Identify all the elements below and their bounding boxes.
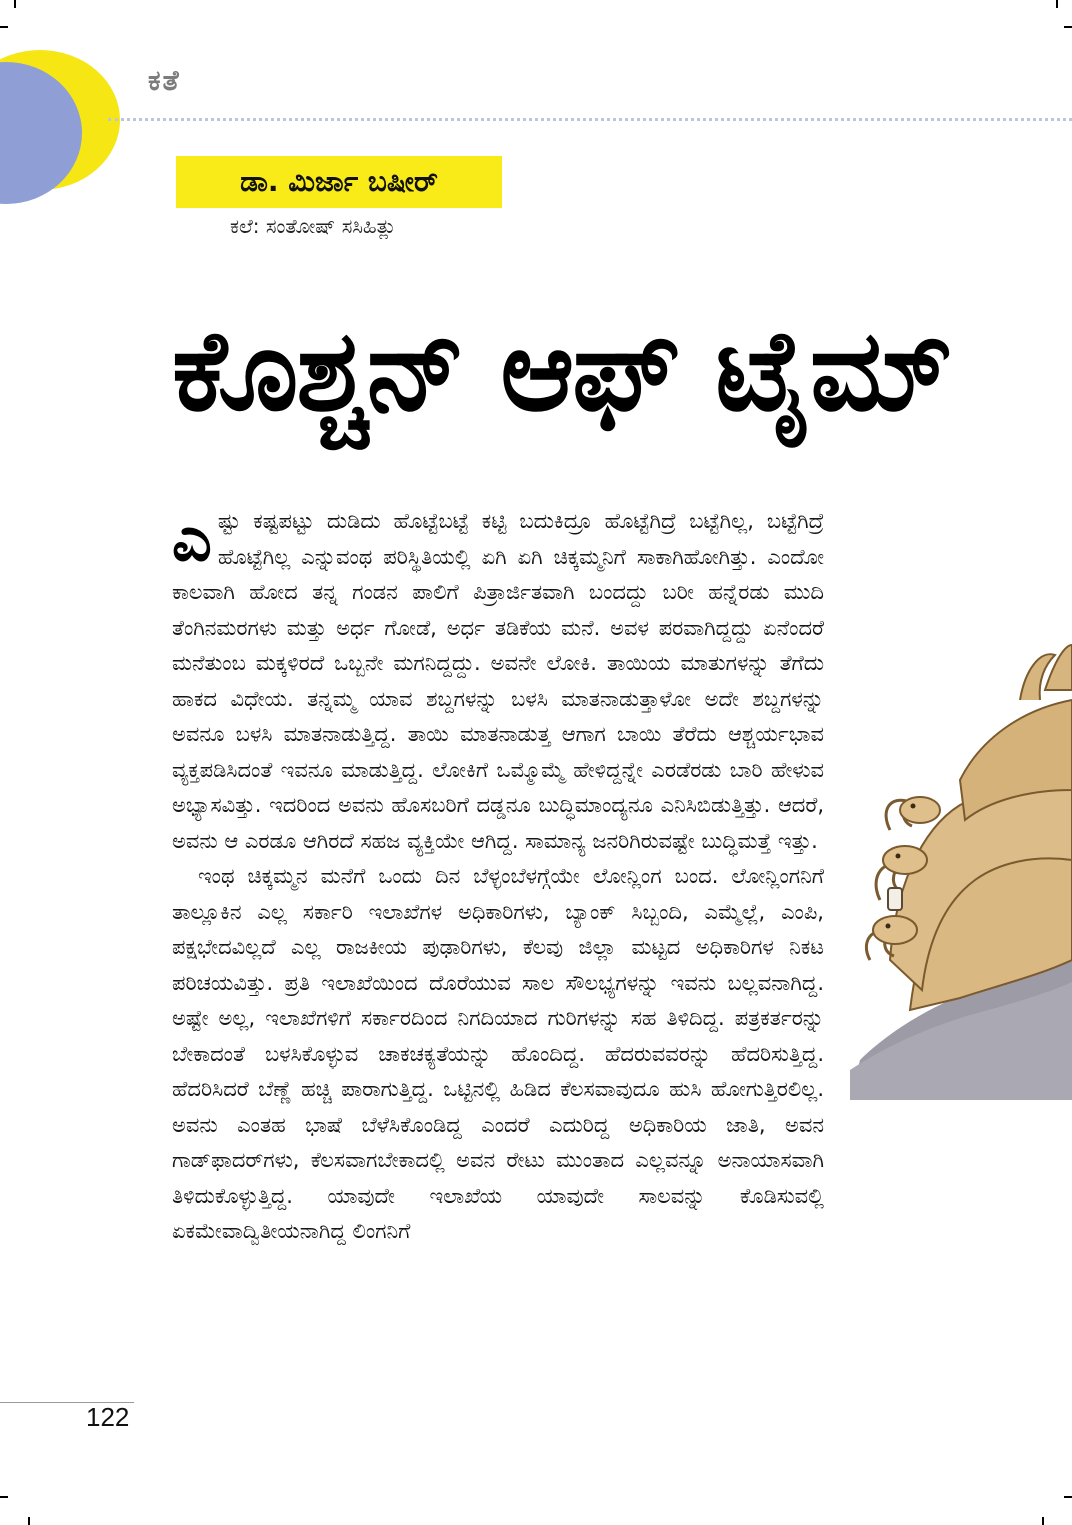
author-name: ಡಾ. ಮಿರ್ಜಾ ಬಷೀರ್ [240,165,438,198]
artist-credit: ಕಲೆ: ಸಂತೋಷ್ ಸಸಿಹಿತ್ಲು [230,214,397,238]
section-label: ಕತೆ [148,64,181,97]
paragraph-1 [172,504,824,859]
page-number: 122 [86,1402,130,1432]
author-name-box [176,156,502,208]
crop-mark-bottom-right [1042,1517,1044,1525]
crop-mark-left-lower [0,1496,8,1498]
crop-mark-left-upper [0,26,8,28]
paragraph-1-text: ಷ್ಟು ಕಷ್ಟಪಟ್ಟು ದುಡಿದು ಹೊಟ್ಟೆಬಟ್ಟೆ ಕಟ್ಟಿ ಬದುಕಿದ್ರೂ ಹೊಟ್ಟೆಗಿದ್ರೆ ಬಟ್ಟೆಗಿಲ್ಲ, ಬಟ್ಟೆಗಿದ್ರೆ ಹೊಟ್ಟೆಗಿಲ್ಲ ಎನ್ನುವಂಥ ಪರಿಸ್ಥಿತಿಯಲ್ಲಿ ಏಗಿ ಏಗಿ ಚಿಕ್ಕಮ್ಮನಿಗೆ ಸಾಕಾಗಿಹೋಗಿತ್ತು. ಎಂದೋ ಕಾಲವಾಗಿ ಹೋದ ತನ್ನ ಗಂಡನ ಪಾಲಿಗೆ ಪಿತ್ರಾರ್ಜಿತವಾಗಿ ಬಂದದ್ದು ಬರೀ ಹನ್ನೆರಡು ಮುದಿ ತೆಂಗಿನಮರಗಳು ಮತ್ತು ಅರ್ಧ ಗೋಡೆ, ಅರ್ಧ ತಡಿಕೆಯ ಮನೆ. ಅವಳ ಪರವಾಗಿದ್ದದ್ದು ಏನೆಂದರೆ ಮನೆತುಂಬ ಮಕ್ಕಳಿರದೆ ಒಬ್ಬನೇ ಮಗನಿದ್ದದ್ದು. ಅವನೇ ಲೋಕಿ. ತಾಯಿಯ ಮಾತುಗಳನ್ನು ತೆಗೆದು ಹಾಕದ ವಿಧೇಯ. ತನ್ನಮ್ಮ ಯಾವ ಶಬ್ದಗಳನ್ನು ಬಳಸಿ ಮಾತನಾಡುತ್ತಾಳೋ ಅದೇ ಶಬ್ದಗಳನ್ನು ಅವನೂ ಬಳಸಿ ಮಾತನಾಡುತ್ತಿದ್ದ. ತಾಯಿ ಮಾತನಾಡುತ್ತ ಆಗಾಗ ಬಾಯಿ ತೆರೆದು ಆಶ್ಚರ್ಯಭಾವ ವ್ಯಕ್ತಪಡಿಸಿದಂತೆ ಇವನೂ ಮಾಡುತ್ತಿದ್ದ. ಲೋಕಿಗೆ ಒಮ್ಮೊಮ್ಮೆ ಹೇಳಿದ್ದನ್ನೇ ಎರಡೆರಡು ಬಾರಿ ಹೇಳುವ ಅಭ್ಯಾಸವಿತ್ತು. ಇದರಿಂದ ಅವನು ಹೊಸಬರಿಗೆ ದಡ್ಡನೂ ಬುದ್ಧಿಮಾಂದ್ಯನೂ ಎನಿಸಿಬಿಡುತ್ತಿತ್ತು. ಆದರೆ, ಅವನು ಆ ಎರಡೂ ಆಗಿರದೆ ಸಹಜ ವ್ಯಕ್ತಿಯೇ ಆಗಿದ್ದ. ಸಾಮಾನ್ಯ ಜನರಿಗಿರುವಷ್ಟೇ ಬುದ್ಧಿಮತ್ತೆ ಇತ್ತು. [172,509,824,853]
paragraph-2: ಇಂಥ ಚಿಕ್ಕಮ್ಮನ ಮನೆಗೆ ಒಂದು ದಿನ ಬೆಳ್ಳಂಬೆಳಗ್ಗೆಯೇ ಲೋನ್ಲಿಂಗ ಬಂದ. ಲೋನ್ಲಿಂಗನಿಗೆ ತಾಲ್ಲೂಕಿನ ಎಲ್ಲ ಸರ್ಕಾರಿ ಇಲಾಖೆಗಳ ಅಧಿಕಾರಿಗಳು, ಬ್ಯಾಂಕ್ ಸಿಬ್ಬಂದಿ, ಎಮ್ಮೆಲ್ಲೆ, ಎಂಪಿ, ಪಕ್ಷಭೇದವಿಲ್ಲದೆ ಎಲ್ಲ ರಾಜಕೀಯ ಪುಢಾರಿಗಳು, ಕೆಲವು ಜಿಲ್ಲಾ ಮಟ್ಟದ ಅಧಿಕಾರಿಗಳ ನಿಕಟ ಪರಿಚಯವಿತ್ತು. ಪ್ರತಿ ಇಲಾಖೆಯಿಂದ ದೊರೆಯುವ ಸಾಲ ಸೌಲಭ್ಯಗಳನ್ನು ಇವನು ಬಲ್ಲವನಾಗಿದ್ದ. ಅಷ್ಟೇ ಅಲ್ಲ, ಇಲಾಖೆಗಳಿಗೆ ಸರ್ಕಾರದಿಂದ ನಿಗದಿಯಾದ ಗುರಿಗಳನ್ನು ಸಹ ತಿಳಿದಿದ್ದ. ಪತ್ರಕರ್ತರನ್ನು ಬೇಕಾದಂತೆ ಬಳಸಿಕೊಳ್ಳುವ ಚಾಕಚಕ್ಯತೆಯನ್ನು ಹೊಂದಿದ್ದ. ಹೆದರುವವರನ್ನು ಹೆದರಿಸುತ್ತಿದ್ದ. ಹೆದರಿಸಿದರೆ ಬೆಣ್ಣೆ ಹಚ್ಚಿ ಪಾರಾಗುತ್ತಿದ್ದ. ಒಟ್ಟಿನಲ್ಲಿ ಹಿಡಿದ ಕೆಲಸವಾವುದೂ ಹುಸಿ ಹೋಗುತ್ತಿರಲಿಲ್ಲ. ಅವನು ಎಂತಹ ಭಾಷೆ ಬೆಳೆಸಿಕೊಂಡಿದ್ದ ಎಂದರೆ ಎದುರಿದ್ದ ಅಧಿಕಾರಿಯ ಜಾತಿ, ಅವನ ಗಾಡ್‌ಫಾದರ್‌ಗಳು, ಕೆಲಸವಾಗಬೇಕಾದಲ್ಲಿ ಅವನ ರೇಟು ಮುಂತಾದ ಎಲ್ಲವನ್ನೂ ಅನಾಯಾಸವಾಗಿ ತಿಳಿದುಕೊಳ್ಳುತ್ತಿದ್ದ. ಯಾವುದೇ ಇಲಾಖೆಯ ಯಾವುದೇ ಸಾಲವನ್ನು ಕೊಡಿಸುವಲ್ಲಿ ಏಕಮೇವಾದ್ವಿತೀಯನಾಗಿದ್ದ ಲಿಂಗನಿಗೆ [172,864,824,1243]
dotted-rule [108,118,1072,121]
crop-mark-bottom-left [28,1517,30,1525]
story-title: ಕೊಶ್ಚನ್ ಆಫ್ ಟೈಮ್ [172,306,951,436]
goats-illustration [850,630,1072,1100]
drop-cap: ಎ [172,502,212,575]
crop-mark-right-lower [1064,1496,1072,1498]
crop-mark-right-upper [1064,26,1072,28]
crop-mark-top-left [14,0,16,8]
crop-mark-top-right [1056,0,1058,8]
article-body [172,504,824,1250]
